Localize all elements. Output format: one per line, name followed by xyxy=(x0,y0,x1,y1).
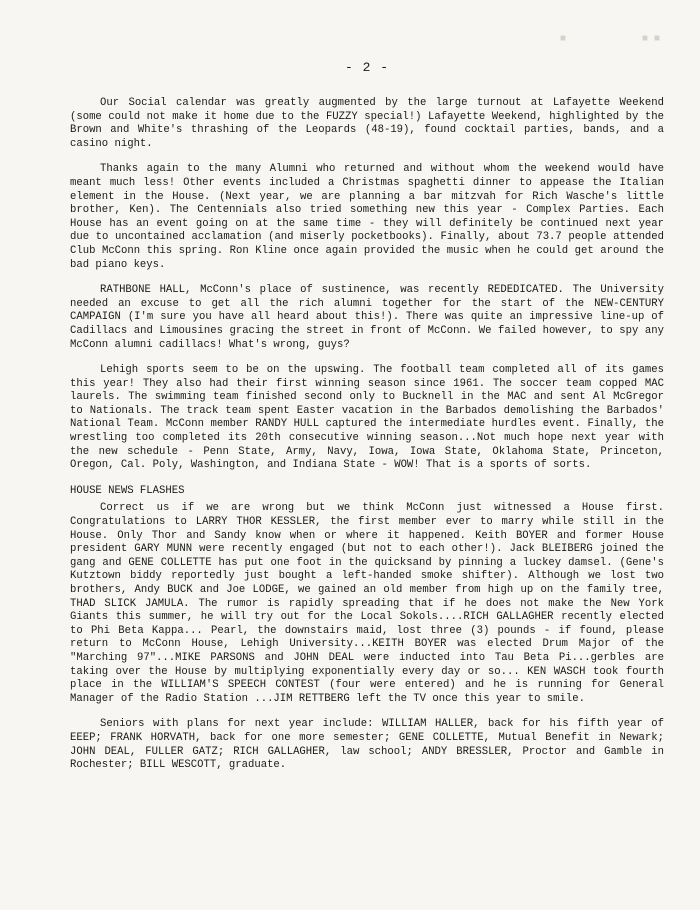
paragraph-house-news: Correct us if we are wrong but we think McConn just witnessed a House first. Congratulations to LARRY THOR KESSLER, the first member ever to marry while still in the House. Only Thor and Sandy know when or where it happened. Keith BOYER and former House president GARY MUNN were recently engaged (but not to each other!). Jack BLEIBERG joined the gang and GENE COLLETTE has put one foot in the quicksand by pinning a luckey damsel. (Gene's Kutztown biddy reportedly just bought a left-handed smoke shifter). Although we lost two brothers, Andy BUCK and Joe LODGE, we gained an old member from high up on the family tree, THAD SLICK JAMULA. The rumor is rapidly spreading that if he does not make the New York Giants this summer, he will try out for the Local Sokols....RICH GALLAGHER recently elected to Phi Beta Kappa... Pearl, the downstairs maid, lost three (3) pounds - if found, please return to McConn House, Lehigh University...KEITH BOYER was elected Drum Major of the "Marching 97"...MIKE PARSONS and JOHN DEAL were inducted into Tau Beta Pi...gerbles are taking over the House by multiplying exponentially every day or so... KEN WASCH took fourth place in the WILLIAM'S SPEECH CONTEST (four were entered) and he is running for General Manager of the Radio Station ...JIM RETTBERG left the TV once this year to smile. xyxy=(70,502,664,705)
page-number: - 2 - xyxy=(344,60,389,75)
paragraph-lehigh-sports: Lehigh sports seem to be on the upswing. The football team completed all of its games this year! They also had their first winning season since 1961. The soccer team copped MAC laurels. The swimming team finished second only to Bucknell in the MAC and sent Al McGregor to Nationals. The track team spent Easter vacation in the Barbados demolishing the Barbados' National Team. McConn member RANDY HULL captured the intermediate hurdles event. Finally, the wrestling too completed its 20th consecutive winning season...Not much hope next year with the new schedule - Penn State, Army, Navy, Iowa, Iowa State, Oklahoma State, Princeton, Oregon, Cal. Poly, Washington, and Indiana State - WOW! That is a sports of sorts. xyxy=(70,364,664,472)
paragraph-alumni-thanks: Thanks again to the many Alumni who returned and without whom the weekend would have meant much less! Other events included a Christmas spaghetti dinner to appease the Italian element in the House. (Next year, we are planning a bar mitzvah for Rich Wasche's little brother, Ken). The Centennials also tried something new this year - Complex Parties. Each House has an event going on at the same time - they will definitely be continued next year due to uncontained acclamation (and miserly pocketbooks). Finally, about 73.7 people attended Club McConn this spring. Ron Kline once again provided the music when he could get around the bad piano keys. xyxy=(70,163,664,271)
bleed-through-mark: ■ xyxy=(560,34,567,45)
paragraph-rathbone-hall: RATHBONE HALL, McConn's place of sustinence, was recently REDEDICATED. The University needed an excuse to get all the rich alumni together for the start of the NEW-CENTURY CAMPAIGN (I'm sure you have all heard about this!). There was quite an impressive line-up of Cadillacs and Limousines gracing the street in front of McConn. We failed however, to spy any McConn alumni cadillacs! What's wrong, guys? xyxy=(70,284,664,351)
bleed-through-mark: ■ ■ xyxy=(641,34,660,45)
paragraph-senior-plans: Seniors with plans for next year include: WILLIAM HALLER, back for his fifth year of EEEP; FRANK HORVATH, back for one more semester; GENE COLLETTE, Mutual Benefit in Newark; JOHN DEAL, FULLER GATZ; RICH GALLAGHER, law school; ANDY BRESSLER, Proctor and Gamble in Rochester; BILL WESCOTT, graduate. xyxy=(70,718,664,772)
paragraph-social-calendar: Our Social calendar was greatly augmented by the large turnout at Lafayette Weekend (some could not make it home due to the FUZZY special!) Lafayette Weekend, highlighted by the Brown and White's thrashing of the Leopards (48-19), found cocktail parties, bands, and a casino night. xyxy=(70,97,664,150)
section-heading: HOUSE NEWS FLASHES xyxy=(70,484,185,497)
